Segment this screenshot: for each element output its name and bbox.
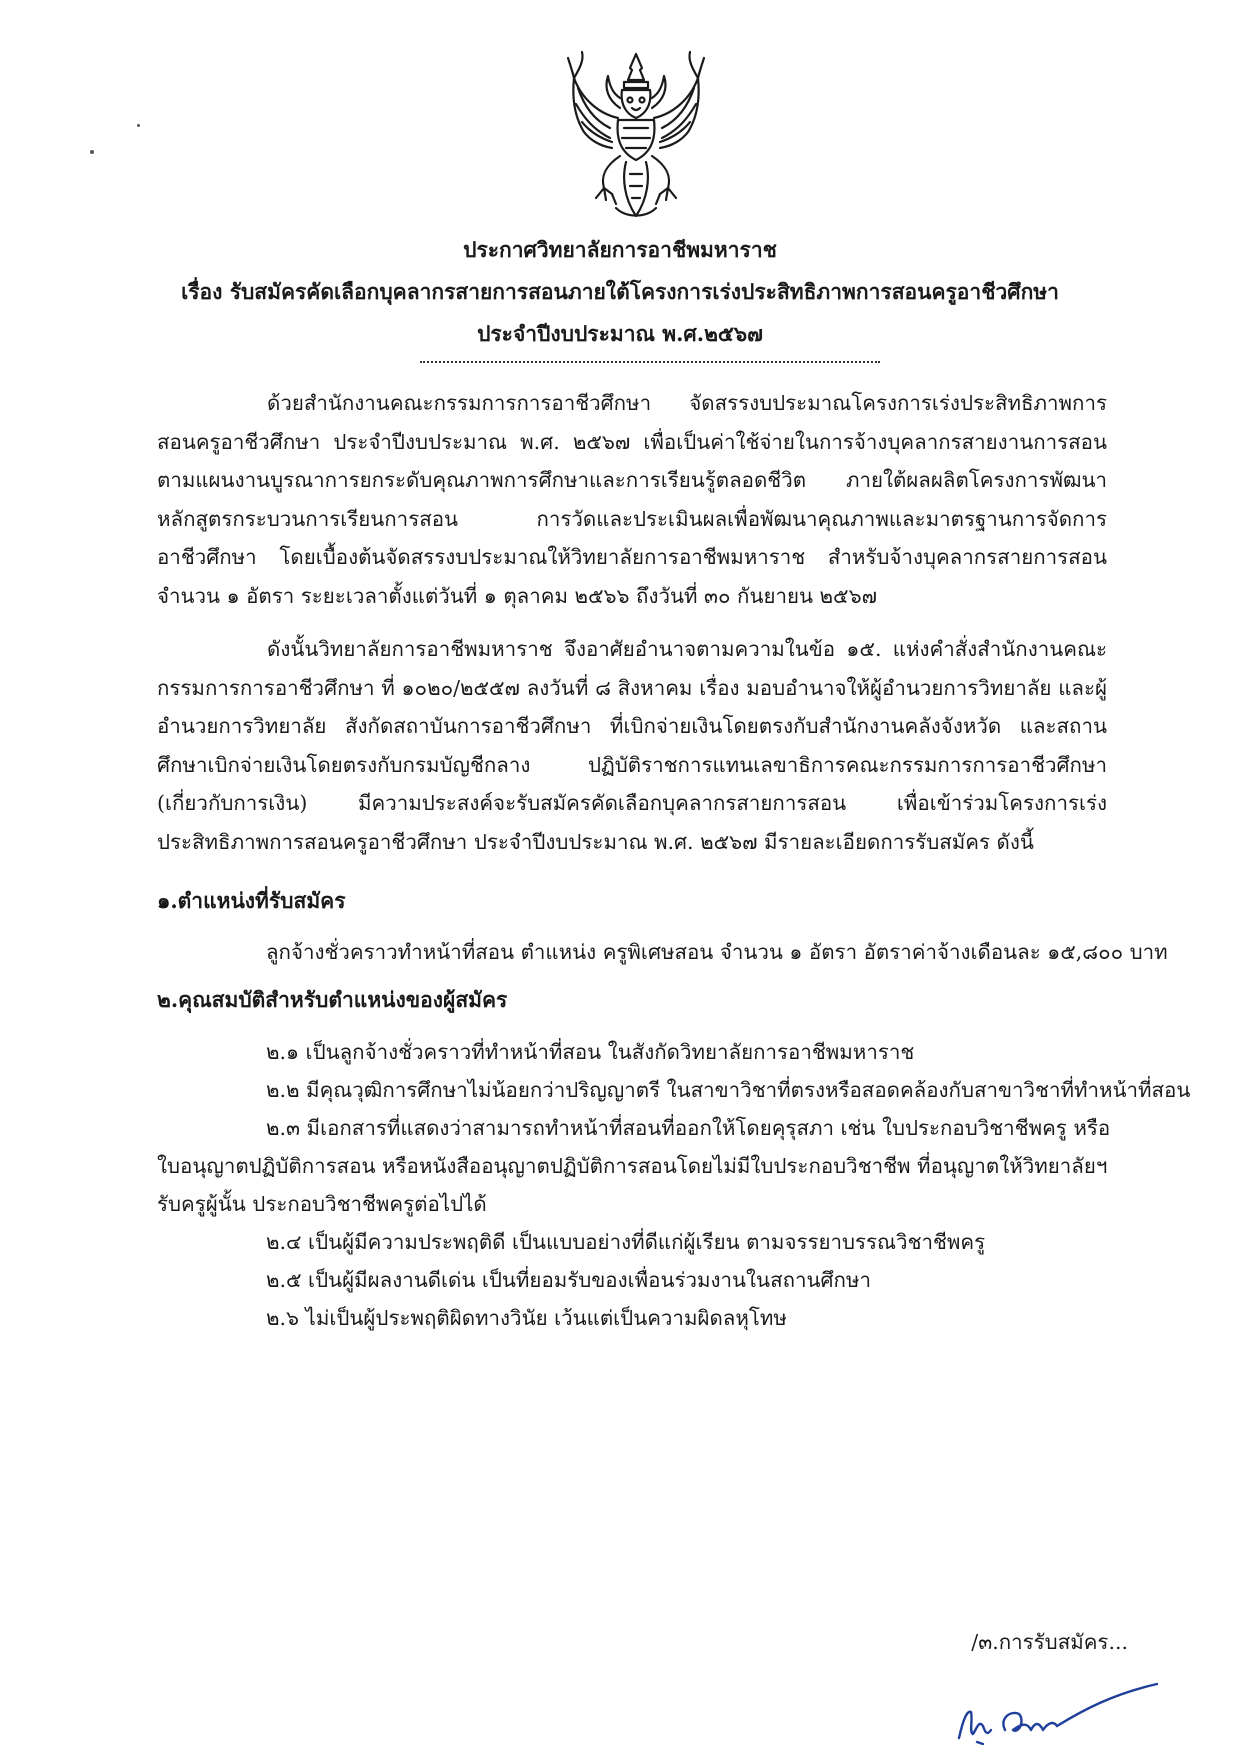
- section-1-text: ลูกจ้างชั่วคราวทำหน้าที่สอน ตำแหน่ง ครูพิเศษสอน จำนวน ๑ อัตรา อัตราค่าจ้างเดือนละ ๑๕,๘๐๐ บาท: [266, 940, 1168, 964]
- body-paragraph-1: ด้วยสำนักงานคณะกรรมการการอาชีวศึกษา จัดสรรงบประมาณโครงการเร่งประสิทธิภาพการสอนครูอาชีวศึกษา ประจำปีงบประมาณ พ.ศ. ๒๕๖๗ เพื่อเป็นค่าใช้จ่ายในการจ้างบุคลากรสายงานการสอนตามแผนงานบูรณาการยกระดับคุณภาพการศึกษาและการเรียนรู้ตลอดชีวิต ภายใต้ผลผลิตโครงการพัฒนาหลักสูตรกระบวนการเรียนการสอน การวัดและประเมินผลเพื่อพัฒนาคุณภาพและมาตรฐานการจัดการอาชีวศึกษา โดยเบื้องต้นจัดสรรงบประมาณให้วิทยาลัยการอาชีพมหาราช สำหรับจ้างบุคลากรสายการสอน จำนวน ๑ อัตรา ระยะเวลาตั้งแต่วันที่ ๑ ตุลาคม ๒๕๖๖ ถึงวันที่ ๓๐ กันยายน ๒๕๖๗: [157, 391, 1107, 608]
- qualification-item-3-line-2: ใบอนุญาตปฏิบัติการสอน หรือหนังสืออนุญาตปฏิบัติการสอนโดยไม่มีใบประกอบวิชาชีพ ที่อนุญาตให้วิทยาลัยฯ: [157, 1154, 1108, 1178]
- announcement-title: ประกาศวิทยาลัยการอาชีพมหาราช: [463, 237, 777, 262]
- next-page-reference: /๓.การรับสมัคร...: [971, 1630, 1128, 1654]
- title-divider: [420, 360, 880, 363]
- qualification-item-3-line-1: ๒.๓ มีเอกสารที่แสดงว่าสามารถทำหน้าที่สอนที่ออกให้โดยคุรุสภา เช่น ใบประกอบวิชาชีพครู หรือ: [266, 1116, 1111, 1140]
- qualification-item-3-line-3: รับครูผู้นั้น ประกอบวิชาชีพครูต่อไปได้: [157, 1192, 487, 1216]
- garuda-emblem-icon: [560, 48, 712, 224]
- section-1-heading: ๑.ตำแหน่งที่รับสมัคร: [157, 888, 346, 913]
- qualification-item-1: ๒.๑ เป็นลูกจ้างชั่วคราวที่ทำหน้าที่สอน ในสังกัดวิทยาลัยการอาชีพมหาราช: [266, 1040, 915, 1064]
- scan-speck: [90, 150, 94, 154]
- scan-speck: [137, 124, 140, 127]
- qualification-item-5: ๒.๕ เป็นผู้มีผลงานดีเด่น เป็นที่ยอมรับของเพื่อนร่วมงานในสถานศึกษา: [266, 1268, 871, 1292]
- section-2-heading: ๒.คุณสมบัติสำหรับตำแหน่งของผู้สมัคร: [157, 987, 508, 1012]
- qualification-item-4: ๒.๔ เป็นผู้มีความประพฤติดี เป็นแบบอย่างที่ดีแก่ผู้เรียน ตามจรรยาบรรณวิชาชีพครู: [266, 1230, 986, 1254]
- qualification-item-2: ๒.๒ มีคุณวุฒิการศึกษาไม่น้อยกว่าปริญญาตรี ในสาขาวิชาที่ตรงหรือสอดคล้องกับสาขาวิชาที่ทำหน้าที่สอน: [266, 1078, 1191, 1102]
- announcement-fiscal-year: ประจำปีงบประมาณ พ.ศ.๒๕๖๗: [477, 321, 763, 346]
- body-paragraph-2: ดังนั้นวิทยาลัยการอาชีพมหาราช จึงอาศัยอำนาจตามความในข้อ ๑๕. แห่งคำสั่งสำนักงานคณะกรรมการการอาชีวศึกษา ที่ ๑๐๒๐/๒๕๕๗ ลงวันที่ ๘ สิงหาคม เรื่อง มอบอำนาจให้ผู้อำนวยการวิทยาลัย และผู้อำนวยการวิทยาลัย สังกัดสถาบันการอาชีวศึกษา ที่เบิกจ่ายเงินโดยตรงกับสำนักงานคลังจังหวัด และสถานศึกษาเบิกจ่ายเงินโดยตรงกับกรมบัญชีกลาง ปฏิบัติราชการแทนเลขาธิการคณะกรรมการการอาชีวศึกษา (เกี่ยวกับการเงิน) มีความประสงค์จะรับสมัครคัดเลือกบุคลากรสายการสอน เพื่อเข้าร่วมโครงการเร่งประสิทธิภาพการสอนครูอาชีวศึกษา ประจำปีงบประมาณ พ.ศ. ๒๕๖๗ มีรายละเอียดการรับสมัคร ดังนี้: [157, 637, 1107, 854]
- qualification-item-6: ๒.๖ ไม่เป็นผู้ประพฤติผิดทางวินัย เว้นแต่เป็นความผิดลหุโทษ: [266, 1306, 787, 1330]
- announcement-subject: เรื่อง รับสมัครคัดเลือกบุคลากรสายการสอนภายใต้โครงการเร่งประสิทธิภาพการสอนครูอาชีวศึกษา: [181, 279, 1059, 304]
- handwritten-signature: [953, 1680, 1163, 1750]
